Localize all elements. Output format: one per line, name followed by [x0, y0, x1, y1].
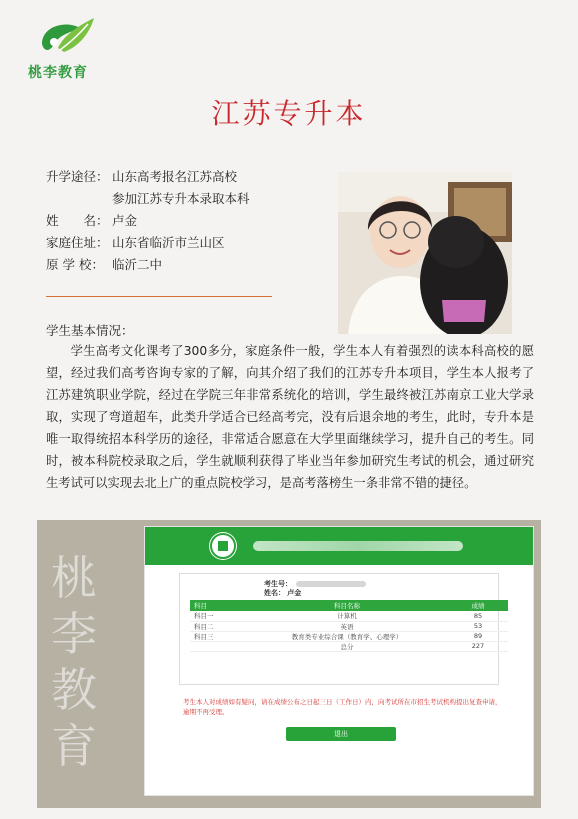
score-body [179, 573, 499, 685]
student-description: 学生高考文化课考了300多分，家庭条件一般，学生本人有着强烈的读本科高校的愿望，经过我们高考咨询专家的了解，向其介绍了我们的江苏专升本项目，学生本人报考了江苏建筑职业学院，经过在学院三年非常系统化的培训，学生最终被江苏南京工业大学录取，实现了弯道超车，此类升学适合已经高考完，没有后退余地的考生，此时，专升本是唯一取得统招本科学历的途径，非常适合愿意在大学里面继续学习，提升自己的考生。同时，被本科院校录取之后，学生就顺利获得了毕业当年参加研究生考试的机会，通过研究生考试可以实现去北上广的重点院校学习，是高考落榜生一条非常不错的捷径。 [46, 344, 534, 490]
candidate-name-value: 卢金 [287, 589, 302, 597]
total-label: 总分 [246, 641, 448, 651]
student-photo [338, 172, 512, 334]
brand-name: 桃李教育 [28, 65, 88, 81]
total-score: 227 [448, 641, 508, 651]
section-title: 学生基本情况： [46, 323, 134, 338]
score-screenshot [37, 520, 541, 808]
row-subject: 科目二 [190, 621, 246, 631]
header-subject: 科目 [190, 600, 246, 611]
table-row [190, 631, 508, 641]
watermark-char: 育 [51, 719, 97, 773]
watermark [51, 550, 131, 774]
row-subject-name: 教育类专业综合课（教育学、心理学） [246, 631, 448, 641]
row-subject-name: 英语 [246, 621, 448, 631]
score-table-header [190, 600, 508, 611]
school-row [46, 254, 326, 276]
score-card [144, 526, 534, 796]
row-subject-name: 计算机 [246, 611, 448, 621]
score-card-header [145, 527, 533, 565]
path-line1: 山东高考报名江苏高校 [112, 169, 238, 184]
row-score: 89 [448, 631, 508, 641]
blurred-exam-number [296, 581, 366, 587]
student-address: 山东省临沂市兰山区 [112, 235, 225, 250]
exam-authority-logo-icon [209, 532, 237, 560]
score-table [190, 600, 508, 652]
header-subject-name: 科目名称 [246, 600, 448, 611]
blurred-header-title [253, 541, 463, 551]
watermark-char: 桃 [51, 551, 97, 605]
page-title: 江苏专升本 [211, 97, 367, 130]
path-label: 升学途径： [46, 169, 109, 184]
header-score: 成绩 [448, 600, 508, 611]
row-subject: 科目三 [190, 631, 246, 641]
row-score: 85 [448, 611, 508, 621]
exit-button[interactable]: 退出 [286, 727, 396, 741]
watermark-char: 李 [51, 607, 97, 661]
student-name: 卢金 [112, 213, 138, 228]
review-notice: 考生本人对成绩如有疑问，请在成绩公布之日起三日（工作日）内，向考试所在市招生考试机构提出复查申请，逾期不再受理。 [183, 698, 502, 716]
candidate-name [264, 588, 301, 598]
row-subject [190, 641, 246, 651]
student-info [46, 166, 326, 276]
address-label: 家庭住址： [46, 235, 109, 250]
peach-leaf-logo-icon [36, 14, 96, 60]
table-row-total [190, 641, 508, 651]
section-divider [46, 296, 272, 297]
table-row [190, 621, 508, 631]
name-row [46, 210, 326, 232]
table-row [190, 611, 508, 621]
brand-logo [28, 14, 108, 84]
name-label: 姓 名： [46, 213, 109, 228]
address-row [46, 232, 326, 254]
row-subject: 科目一 [190, 611, 246, 621]
row-score: 53 [448, 621, 508, 631]
school-label: 原 学 校： [46, 257, 104, 272]
watermark-char: 教 [51, 663, 97, 717]
path-row [46, 166, 326, 188]
candidate-name-label: 姓名： [264, 589, 285, 597]
path-line2: 参加江苏专升本录取本科 [112, 191, 250, 206]
exam-number-label: 考生号： [264, 580, 292, 588]
student-school: 临沂二中 [112, 257, 163, 272]
